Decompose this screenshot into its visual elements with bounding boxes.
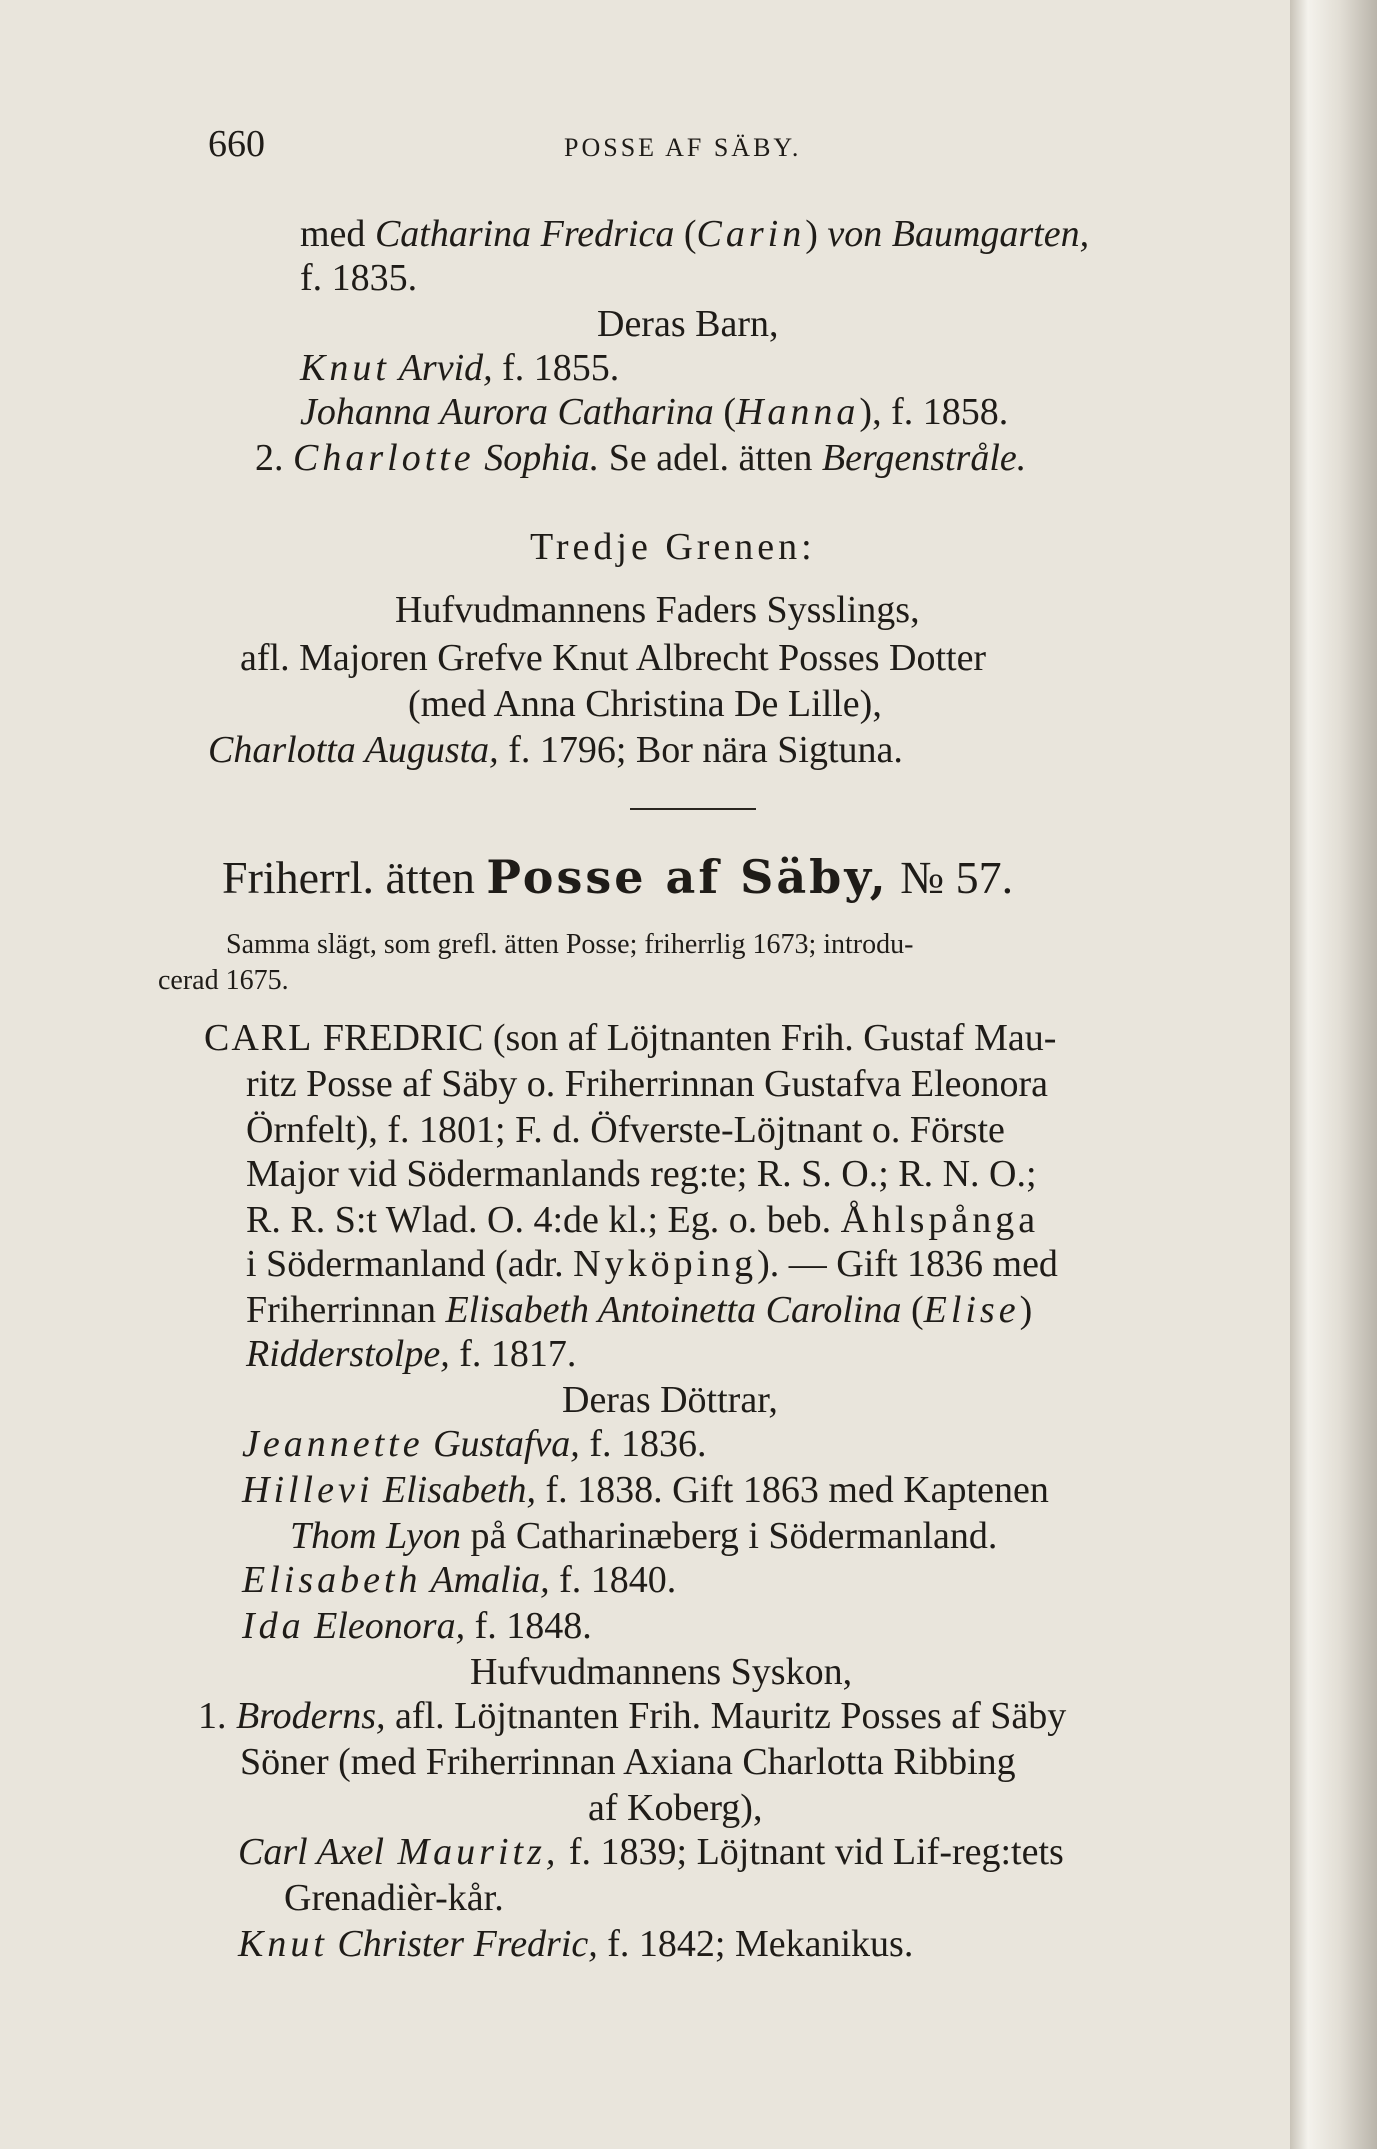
- text-line: Samma slägt, som grefl. ätten Posse; friherrlig 1673; introdu-: [226, 929, 914, 960]
- text-line: cerad 1675.: [158, 965, 289, 996]
- text-line: Carl Axel Mauritz, f. 1839; Löjtnant vid Lif-reg:tets: [238, 1831, 1064, 1873]
- section-heading: Tredje Grenen:: [530, 526, 816, 568]
- text-line: med Catharina Fredrica (Carin) von Baumgarten,: [300, 213, 1090, 255]
- text-line: Thom Lyon på Catharinæberg i Södermanland.: [290, 1515, 998, 1557]
- text-line: i Södermanland (adr. Nyköping). — Gift 1836 med: [246, 1243, 1058, 1285]
- text-line: Major vid Södermanlands reg:te; R. S. O.; R. N. O.;: [246, 1153, 1037, 1195]
- text-line: Knut Arvid, f. 1855.: [300, 347, 620, 389]
- page-edge: [1290, 0, 1377, 2149]
- text-line: 2. Charlotte Sophia. Se adel. ätten Bergenstråle.: [255, 437, 1027, 479]
- running-title: POSSE AF SÄBY.: [564, 133, 802, 162]
- text-line: R. R. S:t Wlad. O. 4:de kl.; Eg. o. beb. Åhlspånga: [246, 1199, 1040, 1241]
- text-line: Hufvudmannens Faders Sysslings,: [395, 589, 920, 631]
- text-line: Jeannette Gustafva, f. 1836.: [242, 1423, 707, 1465]
- text-line: ritz Posse af Säby o. Friherrinnan Gustafva Eleonora: [246, 1063, 1049, 1105]
- text-line: Knut Christer Fredric, f. 1842; Mekanikus.: [238, 1923, 914, 1965]
- section-divider: [630, 808, 756, 810]
- text-line: Deras Döttrar,: [562, 1379, 778, 1421]
- text-line: af Koberg),: [588, 1787, 763, 1829]
- text-line: Friherrinnan Elisabeth Antoinetta Carolina (Elise): [246, 1289, 1033, 1331]
- text-line: Grenadièr-kår.: [284, 1877, 504, 1919]
- text-line: afl. Majoren Grefve Knut Albrecht Posses Dotter: [240, 637, 987, 679]
- text-line: f. 1835.: [300, 257, 418, 299]
- text-line: Örnfelt), f. 1801; F. d. Öfverste-Löjtnant o. Förste: [246, 1109, 1005, 1151]
- family-heading: Friherrl. ätten Posse af Säby, № 57.: [222, 850, 1014, 904]
- text-line: (med Anna Christina De Lille),: [408, 683, 882, 725]
- text-line: Hillevi Elisabeth, f. 1838. Gift 1863 med Kaptenen: [242, 1469, 1049, 1511]
- text-line: Johanna Aurora Catharina (Hanna), f. 1858.: [300, 391, 1009, 433]
- text-line: Ridderstolpe, f. 1817.: [246, 1333, 577, 1375]
- text-line: Söner (med Friherrinnan Axiana Charlotta Ribbing: [240, 1741, 1016, 1783]
- text-line: Elisabeth Amalia, f. 1840.: [242, 1559, 677, 1601]
- text-line: Deras Barn,: [597, 303, 779, 345]
- page-number: 660: [208, 123, 265, 165]
- text-line: Ida Eleonora, f. 1848.: [242, 1605, 592, 1647]
- text-line: Charlotta Augusta, f. 1796; Bor nära Sigtuna.: [208, 729, 903, 771]
- text-line: Hufvudmannens Syskon,: [470, 1651, 853, 1693]
- text-line: CARL FREDRIC (son af Löjtnanten Frih. Gustaf Mau-: [204, 1017, 1057, 1059]
- text-line: 1. Broderns, afl. Löjtnanten Frih. Mauritz Posses af Säby: [198, 1695, 1067, 1737]
